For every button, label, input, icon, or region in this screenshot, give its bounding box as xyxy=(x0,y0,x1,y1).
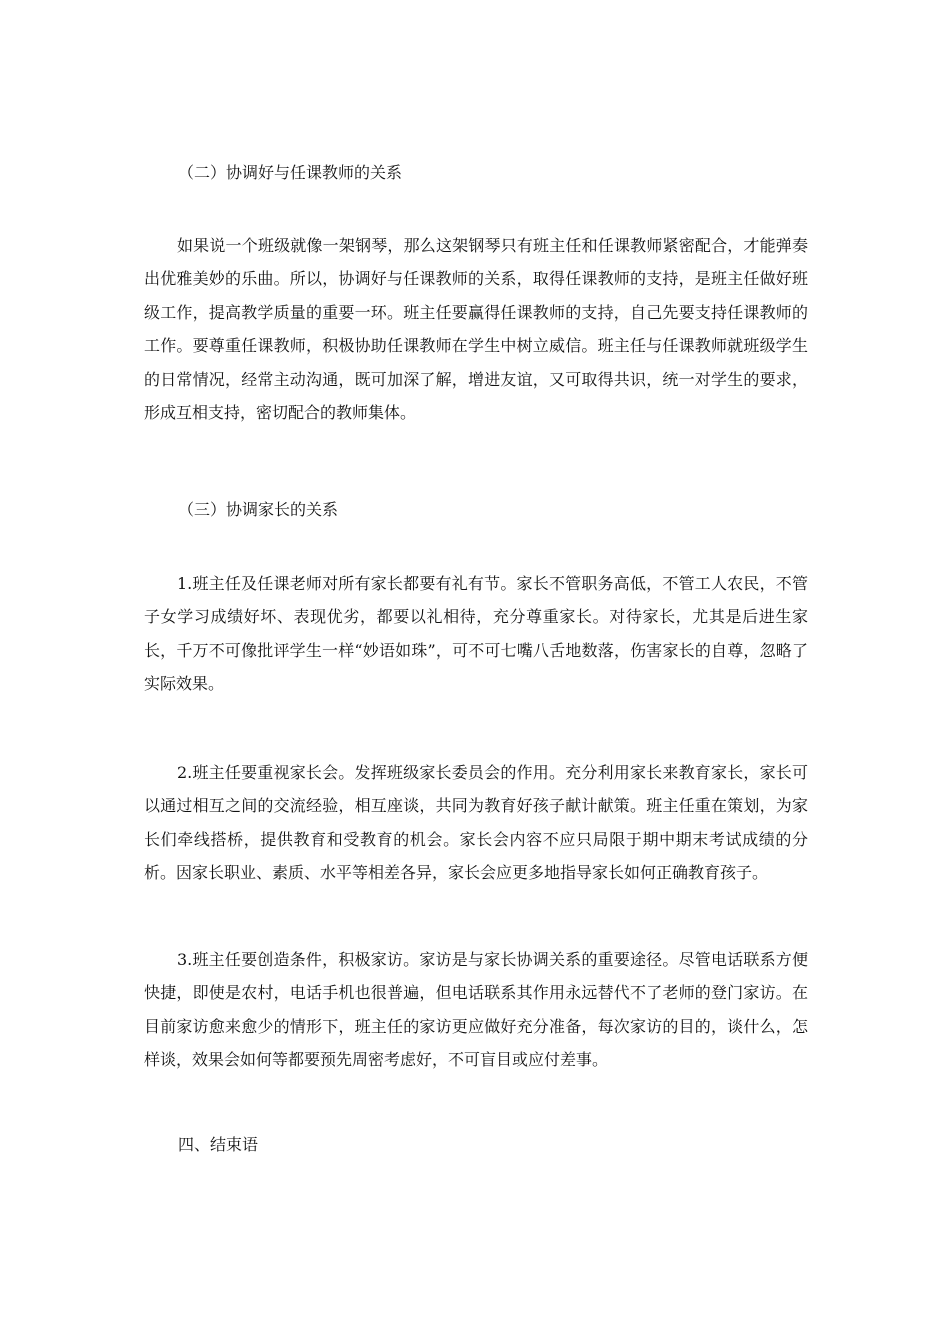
section-heading-parents: （三）协调家长的关系 xyxy=(178,500,339,519)
paragraph-parents-1: 1.班主任及任课老师对所有家长都要有礼有节。家长不管职务高低，不管工人农民，不管子女学习成绩好坏、表现优劣，都要以礼相待，充分尊重家长。对待家长，尤其是后进生家长，千万不可像批评学生一样“妙语如珠”，可不可七嘴八舌地数落，伤害家长的自尊，忽略了实际效果。 xyxy=(144,574,808,694)
paragraph-parents-3: 3.班主任要创造条件，积极家访。家访是与家长协调关系的重要途径。尽管电话联系方便快捷，即使是农村，电话手机也很普遍，但电话联系其作用永远替代不了老师的登门家访。在目前家访愈来愈少的情形下，班主任的家访更应做好充分准备，每次家访的目的，谈什么，怎样谈，效果会如何等都要预先周密考虑好，不可盲目或应付差事。 xyxy=(144,950,808,1070)
paragraph-parents-2: 2.班主任要重视家长会。发挥班级家长委员会的作用。充分利用家长来教育家长，家长可以通过相互之间的交流经验，相互座谈，共同为教育好孩子献计献策。班主任重在策划，为家长们牵线搭桥，提供教育和受教育的机会。家长会内容不应只局限于期中期末考试成绩的分析。因家长职业、素质、水平等相差各异，家长会应更多地指导家长如何正确教育孩子。 xyxy=(144,763,808,883)
section-heading-conclusion: 四、结束语 xyxy=(178,1135,259,1154)
section-heading-teachers: （二）协调好与任课教师的关系 xyxy=(178,163,403,182)
paragraph-teachers: 如果说一个班级就像一架钢琴，那么这架钢琴只有班主任和任课教师紧密配合，才能弹奏出优雅美妙的乐曲。所以，协调好与任课教师的关系，取得任课教师的支持，是班主任做好班级工作，提高教学质量的重要一环。班主任要赢得任课教师的支持，自己先要支持任课教师的工作。要尊重任课教师，积极协助任课教师在学生中树立威信。班主任与任课教师就班级学生的日常情况，经常主动沟通，既可加深了解，增进友谊，又可取得共识，统一对学生的要求，形成互相支持，密切配合的教师集体。 xyxy=(144,236,808,423)
